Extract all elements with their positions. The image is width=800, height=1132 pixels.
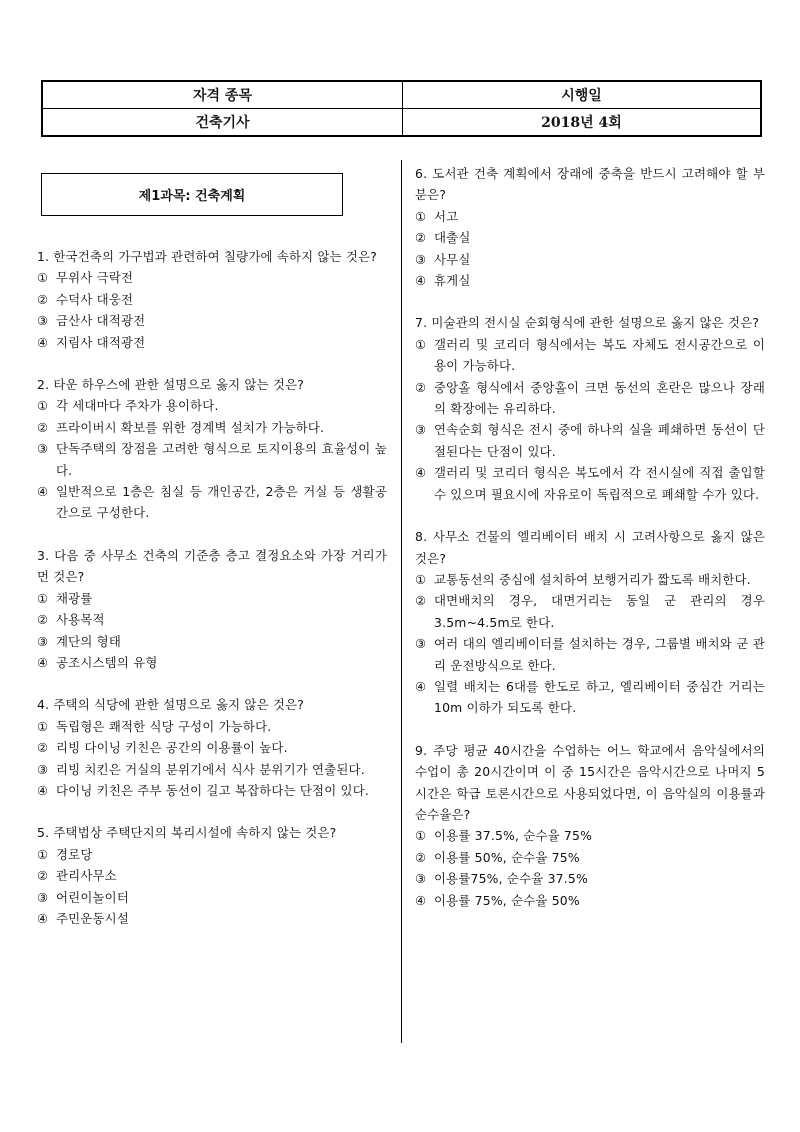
right-column [415, 163, 765, 932]
question-stem: 9. 주당 평균 40시간을 수업하는 어느 학교에서 음악실에서의 수업이 총 20시간이며 이 중 15시간은 음악시간으로 나머지 5시간은 학급 토론시간으로 사용되었다면, 이 음악실의 이용률과 순수율은? [415, 742, 765, 822]
option-number: ① [37, 398, 49, 414]
option-number: ② [37, 868, 49, 884]
option-number: ③ [415, 251, 427, 267]
answer-option[interactable] [37, 780, 387, 801]
answer-option[interactable] [415, 569, 765, 590]
question-stem: 6. 도서관 건축 계획에서 장래에 중축을 반드시 고려해야 할 부분은? [415, 166, 765, 203]
option-number: ② [415, 593, 427, 609]
answer-option[interactable] [37, 438, 387, 481]
option-number: ③ [37, 313, 49, 329]
question-stem: 5. 주택법상 주택단지의 복리시설에 속하지 않는 것은? [37, 825, 337, 841]
qualification-value: 건축기사 [43, 109, 403, 135]
option-number: ① [415, 571, 427, 587]
option-number: ③ [415, 422, 427, 438]
answer-option[interactable] [415, 206, 765, 227]
option-number: ① [37, 718, 49, 734]
option-number: ④ [37, 654, 49, 670]
answer-option[interactable] [415, 890, 765, 911]
option-number: ③ [415, 871, 427, 887]
option-text: 이용률 75%, 순수율 50% [434, 892, 580, 908]
qualification-label: 자격 종목 [43, 82, 403, 108]
question-stem: 3. 다음 중 사무소 건축의 기준층 층고 결정요소와 가장 거리가 먼 것은? [37, 547, 387, 585]
answer-option[interactable] [37, 631, 387, 652]
answer-option[interactable] [415, 590, 765, 633]
option-text: 단독주택의 장점을 고려한 형식으로 토지이용의 효율성이 높다. [56, 441, 387, 478]
option-text: 대출실 [434, 230, 471, 246]
answer-option[interactable] [37, 887, 387, 908]
option-text: 이용률 37.5%, 순수율 75% [434, 828, 593, 844]
option-text: 갤러리 및 코리더 형식은 복도에서 각 전시실에 직접 출입할 수 있으며 필요시에 자유로이 독립적으로 폐쇄할 수가 있다. [434, 465, 765, 502]
option-text: 일반적으로 1층은 침실 등 개인공간, 2층은 거실 등 생활공간으로 구성한다. [56, 484, 387, 521]
answer-option[interactable] [37, 310, 387, 331]
option-number: ① [415, 828, 427, 844]
option-text: 수덕사 대웅전 [56, 291, 134, 307]
option-number: ① [37, 590, 49, 606]
question-stem: 4. 주택의 식당에 관한 설명으로 옳지 않은 것은? [37, 697, 305, 713]
option-number: ④ [37, 334, 49, 350]
option-text: 교통동선의 중심에 설치하여 보행거리가 짧도록 배치한다. [434, 571, 751, 587]
answer-option[interactable] [415, 868, 765, 889]
option-number: ② [37, 291, 49, 307]
option-text: 서고 [434, 208, 459, 224]
answer-option[interactable] [415, 462, 765, 505]
header-label-row [43, 82, 760, 109]
answer-option[interactable] [37, 865, 387, 886]
answer-option[interactable] [37, 759, 387, 780]
option-text: 사무실 [434, 251, 471, 267]
answer-option[interactable] [37, 395, 387, 416]
question-1 [37, 246, 387, 353]
answer-option[interactable] [37, 332, 387, 353]
option-text: 각 세대마다 주차가 용이하다. [56, 398, 219, 414]
answer-option[interactable] [37, 289, 387, 310]
option-number: ② [415, 230, 427, 246]
option-text: 독립형은 쾌적한 식당 구성이 가능하다. [56, 718, 272, 734]
option-text: 주민운동시설 [56, 910, 130, 926]
option-number: ④ [37, 484, 49, 500]
question-3 [37, 545, 387, 673]
option-text: 무위사 극락전 [56, 270, 134, 286]
option-text: 연속순회 형식은 전시 중에 하나의 실을 폐쇄하면 동선이 단절된다는 단점이 있다. [434, 422, 765, 459]
option-text: 채광률 [56, 590, 93, 606]
answer-option[interactable] [415, 334, 765, 377]
option-text: 리빙 치킨은 거실의 분위기에서 식사 분위기가 연출된다. [56, 761, 365, 777]
exam-date-label: 시행일 [561, 88, 602, 104]
option-number: ② [37, 612, 49, 628]
answer-option[interactable] [415, 270, 765, 291]
column-divider [401, 160, 402, 1043]
answer-option[interactable] [37, 481, 387, 524]
option-number: ② [415, 379, 427, 395]
answer-option[interactable] [415, 676, 765, 719]
option-text: 계단의 형태 [56, 633, 121, 649]
option-number: ③ [415, 636, 427, 652]
answer-option[interactable] [37, 737, 387, 758]
answer-option[interactable] [37, 609, 387, 630]
answer-option[interactable] [415, 249, 765, 270]
option-text: 공조시스템의 유형 [56, 654, 158, 670]
option-number: ② [415, 849, 427, 865]
option-number: ④ [415, 273, 427, 289]
option-text: 여러 대의 엘리베이터를 설치하는 경우, 그룹별 배치와 군 관리 운전방식으로 한다. [434, 636, 765, 673]
answer-option[interactable] [37, 417, 387, 438]
question-stem: 8. 사무소 건물의 엘리베이터 배치 시 고려사항으로 옳지 않은 것은? [415, 529, 765, 566]
option-text: 지림사 대적광전 [56, 334, 146, 350]
answer-option[interactable] [415, 419, 765, 462]
question-2 [37, 374, 387, 524]
option-text: 리빙 다이닝 키친은 공간의 이용률이 높다. [56, 740, 288, 756]
left-column [37, 246, 387, 950]
option-number: ③ [37, 633, 49, 649]
option-number: ① [37, 846, 49, 862]
option-number: ③ [37, 441, 49, 457]
answer-option[interactable] [415, 227, 765, 248]
option-text: 중앙홀 형식에서 중앙홀이 크면 동선의 혼란은 많으나 장래의 확장에는 유리하다. [434, 379, 765, 417]
question-stem: 2. 타운 하우스에 관한 설명으로 옳지 않는 것은? [37, 377, 305, 393]
question-7 [415, 312, 765, 505]
option-text: 이용률 50%, 순수율 75% [434, 849, 580, 865]
answer-option[interactable] [37, 908, 387, 929]
option-number: ③ [37, 889, 49, 905]
subject-title: 제1과목: 건축계획 [41, 173, 343, 216]
option-number: ③ [37, 761, 49, 777]
question-8 [415, 526, 765, 719]
option-text: 경로당 [56, 846, 93, 862]
option-text: 어린이놀이터 [56, 889, 130, 905]
option-text: 대면배치의 경우, 대면거리는 동일 군 관리의 경우 3.5m~4.5m로 한다. [434, 593, 765, 630]
answer-option[interactable] [37, 267, 387, 288]
option-number: ④ [415, 465, 427, 481]
option-text: 사용목적 [56, 612, 105, 628]
option-text: 다이닝 키친은 주부 동선이 길고 복잡하다는 단점이 있다. [56, 782, 370, 798]
answer-option[interactable] [37, 588, 387, 609]
question-5 [37, 822, 387, 929]
option-text: 관리사무소 [56, 868, 117, 884]
option-number: ④ [37, 782, 49, 798]
question-stem: 7. 미술관의 전시실 순회형식에 관한 설명으로 옳지 않은 것은? [415, 315, 760, 331]
option-number: ② [37, 740, 49, 756]
exam-date-value: 2018년 4회 [541, 115, 622, 131]
option-text: 이용률75%, 순수율 37.5% [434, 871, 588, 887]
option-number: ② [37, 419, 49, 435]
exam-header-table [41, 80, 762, 137]
header-value-row [43, 109, 760, 135]
question-stem: 1. 한국건축의 가구법과 관련하여 칠량가에 속하지 않는 것은? [37, 249, 378, 264]
question-9 [415, 740, 765, 911]
option-text: 갤러리 및 코리더 형식에서는 복도 자체도 전시공간으로 이용이 가능하다. [434, 336, 765, 374]
answer-option[interactable] [415, 825, 765, 846]
option-number: ① [415, 208, 427, 224]
option-text: 금산사 대적광전 [56, 313, 146, 329]
option-number: ④ [37, 910, 49, 926]
answer-option[interactable] [415, 377, 765, 420]
option-number: ④ [415, 678, 427, 694]
option-text: 프라이버시 확보를 위한 경계벽 설치가 가능하다. [56, 419, 325, 435]
answer-option[interactable] [415, 847, 765, 868]
option-text: 휴게실 [434, 273, 471, 289]
answer-option[interactable] [37, 652, 387, 673]
question-6 [415, 163, 765, 291]
option-number: ① [415, 336, 427, 352]
question-4 [37, 694, 387, 801]
option-number: ④ [415, 892, 427, 908]
option-number: ① [37, 270, 49, 286]
answer-option[interactable] [415, 633, 765, 676]
answer-option[interactable] [37, 844, 387, 865]
option-text: 일렬 배치는 6대를 한도로 하고, 엘리베이터 중심간 거리는 10m 이하가 되도록 한다. [434, 678, 765, 716]
answer-option[interactable] [37, 716, 387, 737]
